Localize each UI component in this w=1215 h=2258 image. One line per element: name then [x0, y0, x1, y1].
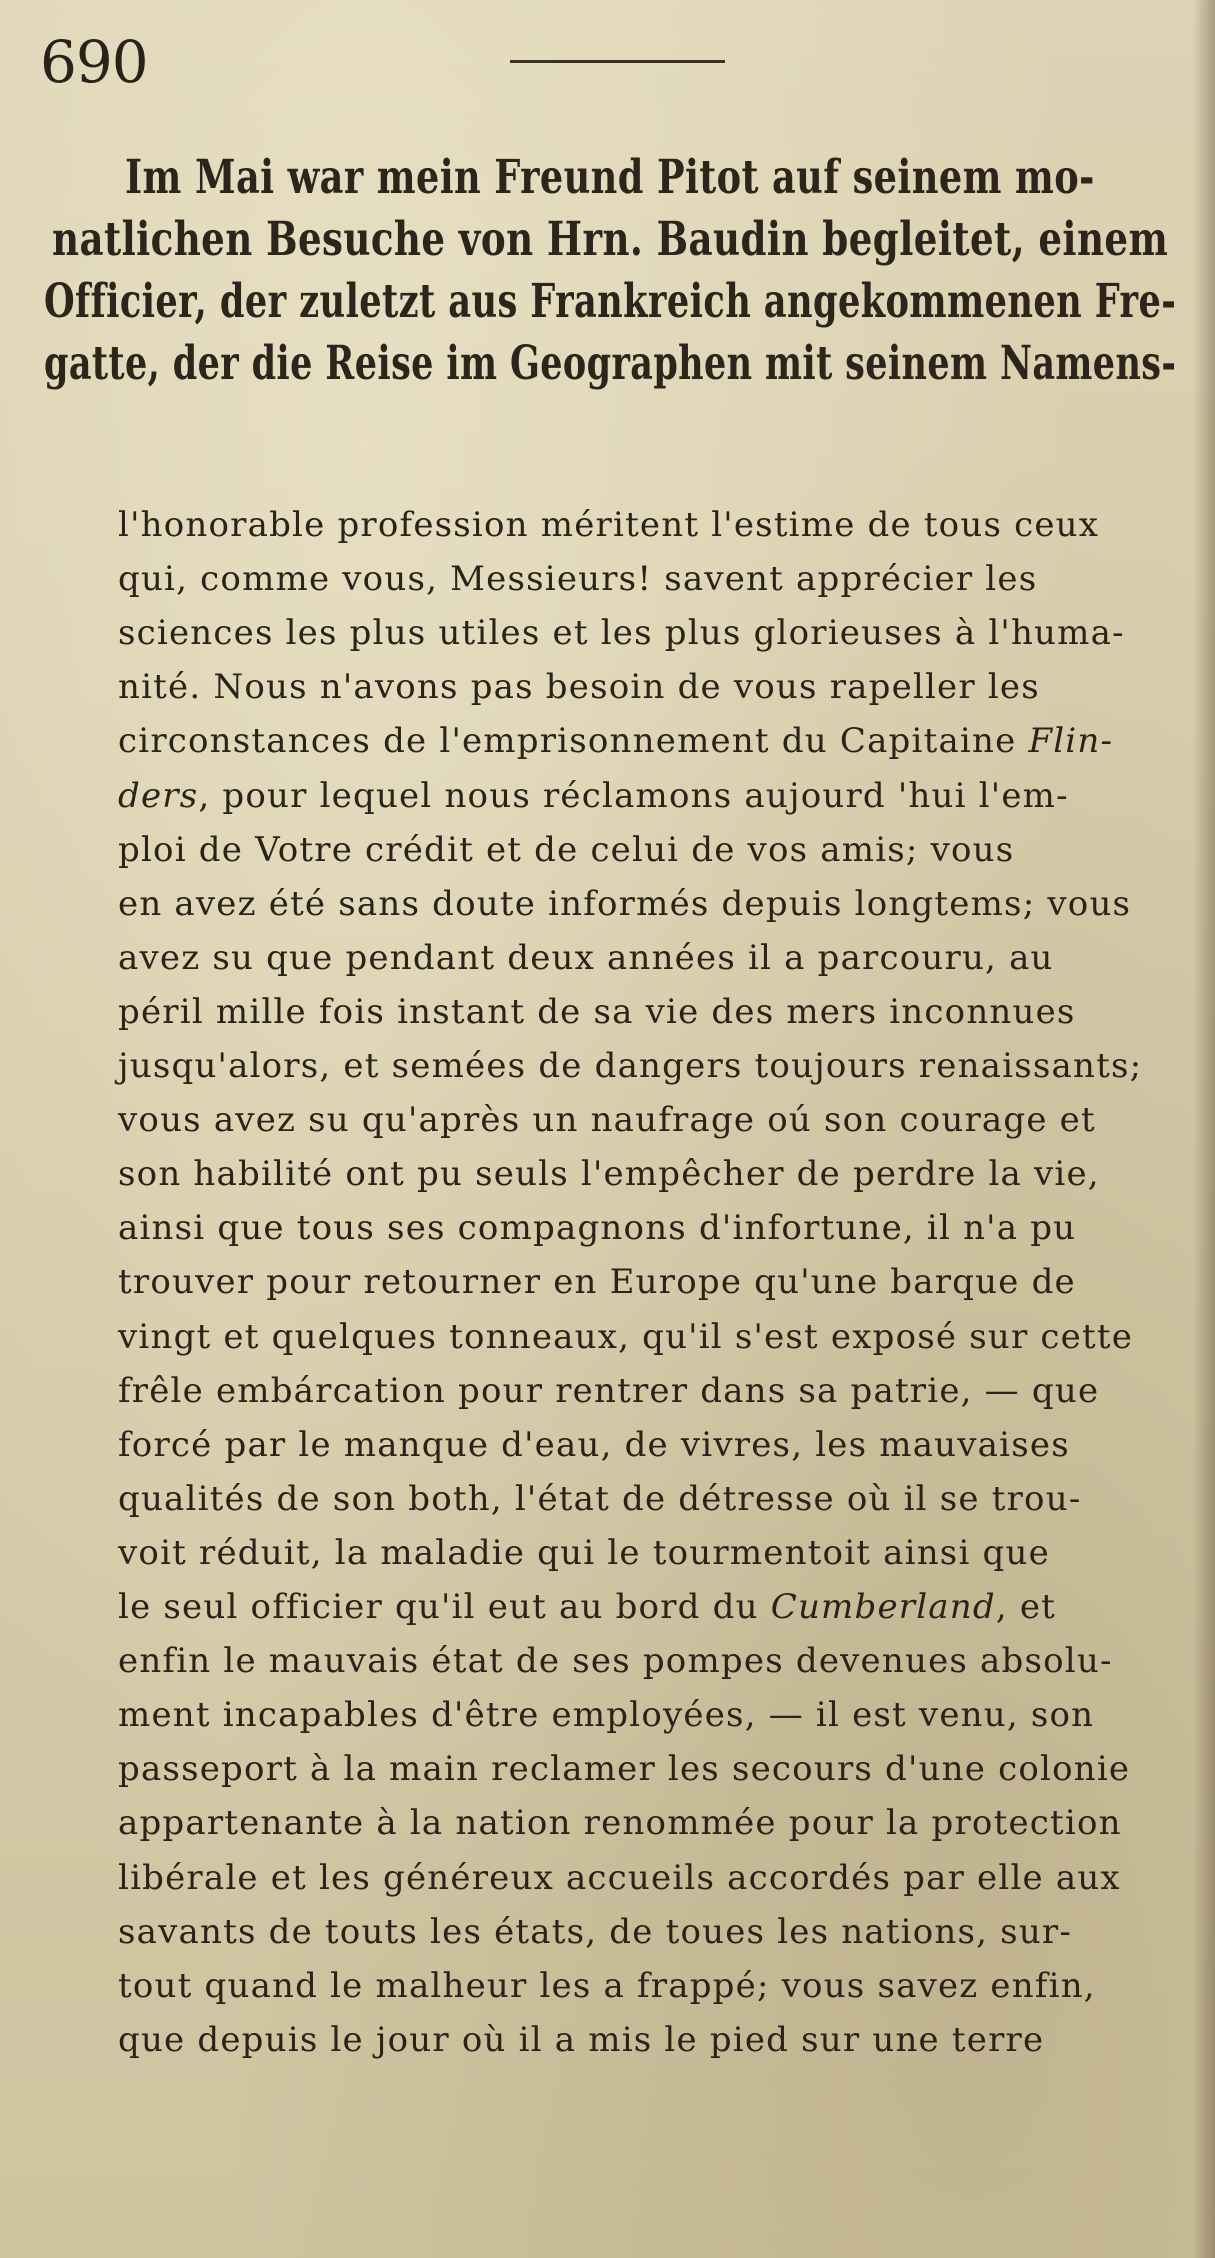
text-run: que depuis le jour où il a mis le pied sur une terre — [118, 2019, 1045, 2060]
text-run: trouver pour retourner en Europe qu'une barque de — [118, 1262, 1076, 1303]
french-line — [118, 1208, 1178, 1248]
french-line — [118, 1641, 1178, 1681]
german-line: Im Mai war mein Freund Pitot auf seinem mo- — [125, 150, 1095, 205]
italic-name: ders — [118, 775, 199, 816]
french-line — [118, 1749, 1178, 1789]
french-line — [118, 938, 1178, 978]
text-run: sciences les plus utiles et les plus glorieuses à l'huma- — [118, 613, 1125, 654]
french-line — [118, 559, 1178, 599]
french-line — [118, 1100, 1178, 1140]
text-run: forcé par le manque d'eau, de vivres, les mauvaises — [118, 1424, 1070, 1465]
text-run: ploi de Votre crédit et de celui de vos amis; vous — [118, 829, 1015, 870]
text-run: ainsi que tous ses compagnons d'infortune, il n'a pu — [118, 1208, 1077, 1249]
french-line — [118, 776, 1178, 816]
french-line — [118, 992, 1178, 1032]
text-run: avez su que pendant deux années il a parcouru, au — [118, 937, 1054, 978]
text-run: , et — [995, 1587, 1057, 1627]
german-line: gatte, der die Reise im Geographen mit seinem Namens- — [44, 336, 1177, 391]
text-run: le seul officier qu'il eut au bord du — [118, 1587, 771, 1627]
french-line — [118, 1046, 1178, 1086]
text-run: vous avez su qu'après un naufrage oú son courage et — [118, 1100, 1096, 1141]
text-run: , pour lequel nous réclamons aujourd 'hui l'em- — [198, 775, 1069, 816]
french-line — [118, 1262, 1178, 1302]
french-line — [118, 1317, 1178, 1357]
french-line — [118, 505, 1178, 545]
french-line — [118, 1533, 1178, 1573]
german-line: natlichen Besuche von Hrn. Baudin begleitet, einem — [52, 212, 1169, 267]
text-run: ment incapables d'être employées, — il est venu, son — [118, 1695, 1095, 1736]
text-run: péril mille fois instant de sa vie des mers inconnues — [118, 991, 1076, 1032]
french-line — [118, 1695, 1178, 1735]
french-line — [118, 1479, 1178, 1519]
french-line — [118, 884, 1178, 924]
text-run: frêle embárcation pour rentrer dans sa patrie, — que — [118, 1370, 1100, 1411]
french-line — [118, 1587, 1178, 1627]
french-line — [118, 667, 1178, 707]
french-line — [118, 1912, 1178, 1952]
french-line — [118, 830, 1178, 870]
italic-name: Flin- — [1028, 721, 1114, 762]
header-rule — [510, 60, 725, 63]
italic-name: Cumberland — [770, 1587, 996, 1627]
french-line — [118, 1966, 1178, 2006]
text-run: circonstances de l'emprisonnement du Capitaine — [118, 721, 1029, 762]
page-edge-shadow — [1193, 0, 1215, 2258]
text-run: nité. Nous n'avons pas besoin de vous rapeller les — [118, 667, 1040, 708]
text-run: voit réduit, la maladie qui le tourmentoit ainsi que — [118, 1532, 1050, 1573]
german-line: Officier, der zuletzt aus Frankreich angekommenen Fre- — [44, 274, 1177, 329]
french-line — [118, 613, 1178, 653]
text-run: l'honorable profession méritent l'estime de tous ceux — [118, 505, 1100, 545]
text-run: appartenante à la nation renommée pour la protection — [118, 1803, 1122, 1844]
text-run: passeport à la main reclamer les secours d'une colonie — [118, 1749, 1131, 1790]
text-run: jusqu'alors, et semées de dangers toujours renaissants; — [118, 1046, 1143, 1086]
text-run: vingt et quelques tonneaux, qu'il s'est exposé sur cette — [118, 1316, 1134, 1357]
page-number: 690 — [40, 28, 148, 96]
text-run: qualités de son both, l'état de détresse où il se trou- — [118, 1478, 1082, 1519]
text-run: en avez été sans doute informés depuis longtems; vous — [118, 883, 1132, 924]
text-run: tout quand le malheur les a frappé; vous savez enfin, — [118, 1965, 1096, 2006]
text-run: libérale et les généreux accueils accordés par elle aux — [118, 1857, 1121, 1898]
text-run: enfin le mauvais état de ses pompes devenues absolu- — [118, 1641, 1113, 1682]
french-line — [118, 1425, 1178, 1465]
text-run: qui, comme vous, Messieurs! savent apprécier les — [118, 559, 1038, 600]
text-run: son habilité ont pu seuls l'empêcher de perdre la vie, — [118, 1154, 1100, 1195]
french-line — [118, 2020, 1178, 2060]
french-line — [118, 1858, 1178, 1898]
french-line — [118, 1154, 1178, 1194]
french-line — [118, 1803, 1178, 1843]
text-run: savants de touts les états, de toues les nations, sur- — [118, 1911, 1073, 1952]
french-line — [118, 1371, 1178, 1411]
french-line — [118, 721, 1178, 761]
